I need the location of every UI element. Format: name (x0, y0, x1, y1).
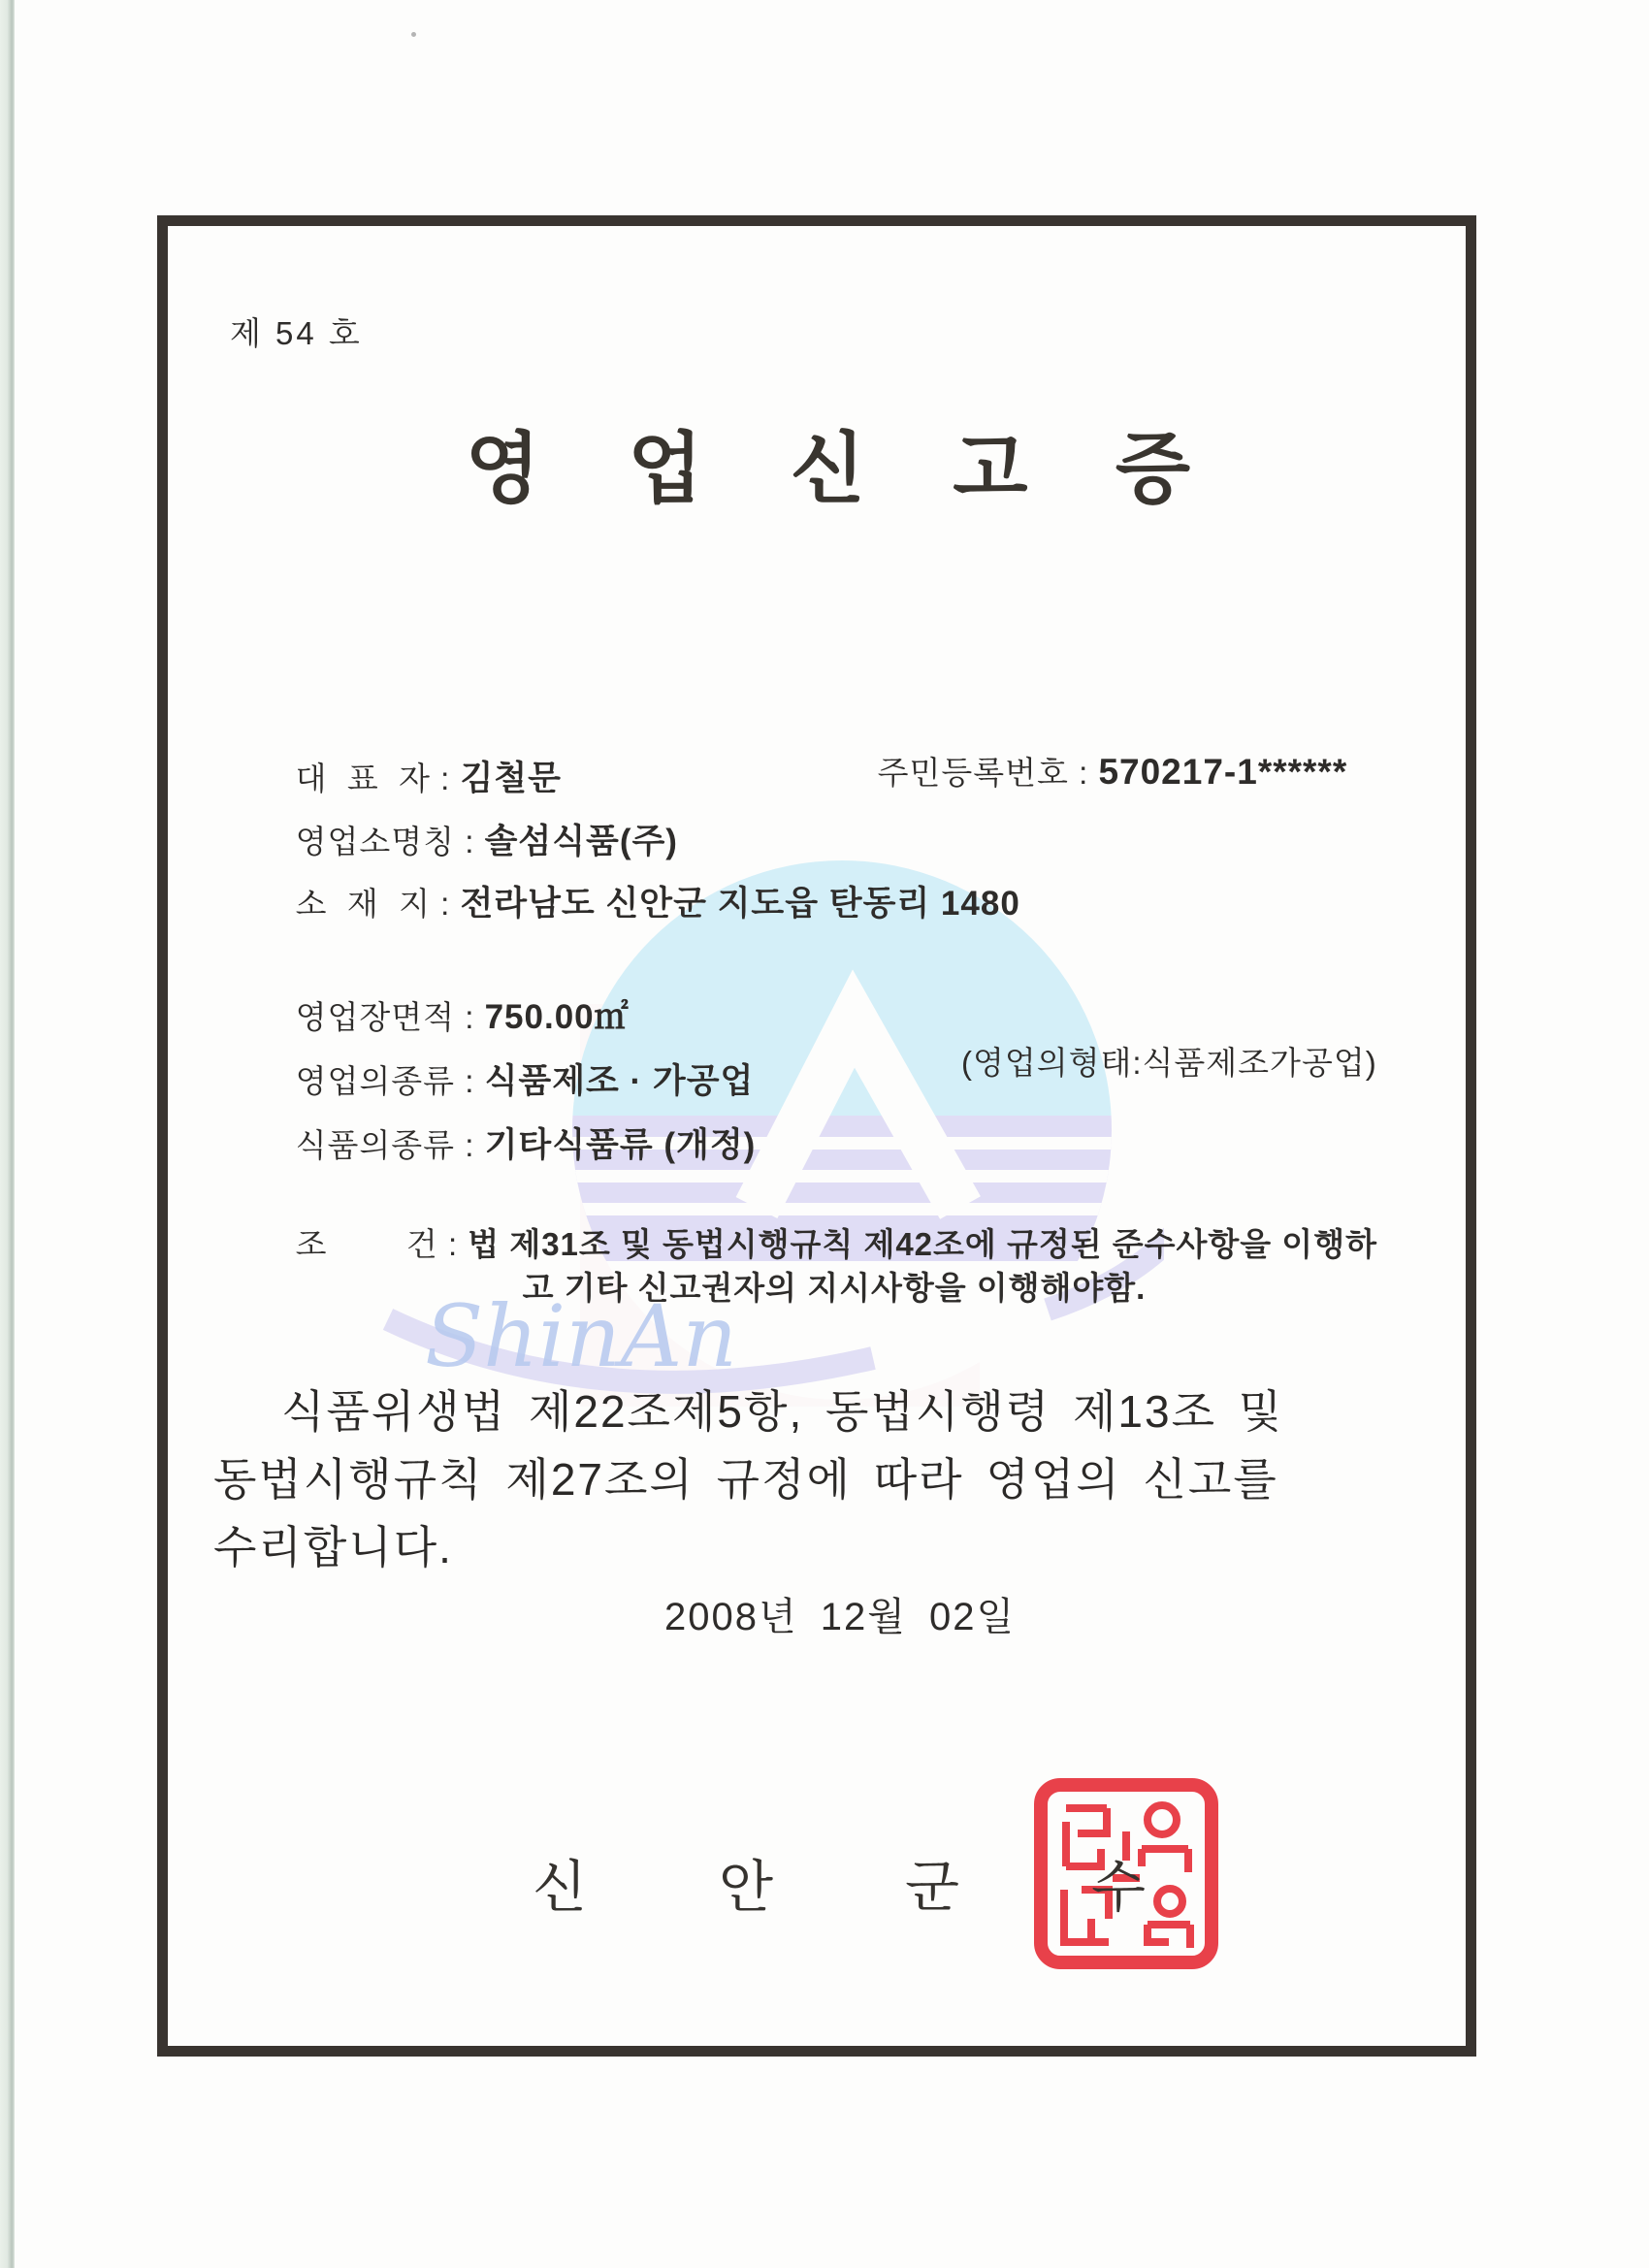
business-category-label: 영업의종류 : (295, 1063, 485, 1099)
business-category-note: (영업의형태:식품제조가공업) (961, 1045, 1377, 1081)
body-line3: 수리합니다. (213, 1522, 453, 1572)
resident-number-label: 주민등록번호 : (877, 755, 1099, 791)
address-value: 전라남도 신안군 지도읍 탄동리 1480 (460, 885, 1020, 923)
field-food-category (270, 1101, 757, 1164)
issuer-char-an: 안 (719, 1856, 774, 1919)
field-floor-area (270, 973, 630, 1036)
issuer-char-su: 수 (1091, 1856, 1147, 1919)
title-row (168, 389, 1466, 535)
field-representative (270, 734, 562, 797)
scan-artifact-dot (411, 32, 416, 37)
condition-line2: 고 기타 신고권자의 지시사항을 이행해야함. (522, 1270, 1147, 1306)
body-line1: 식품위생법 제22조제5항, 동법시행령 제13조 및 (281, 1386, 1284, 1437)
paper-scan-edge (0, 0, 15, 2268)
business-name-value: 솔섬식품(주) (484, 823, 678, 860)
body-line2: 동법시행규칙 제27조의 규정에 따라 영업의 신고를 (213, 1454, 1278, 1505)
food-category-label: 식품의종류 : (295, 1127, 485, 1163)
food-category-value: 기타식품류 (개정) (484, 1126, 757, 1164)
field-condition-line2 (497, 1246, 1146, 1326)
floor-area-label: 영업장면적 : (295, 999, 485, 1035)
doc-number: 제 54 호 (230, 315, 363, 351)
resident-number-value: 570217-1****** (1098, 752, 1348, 792)
address-label: 소 재 지 : (295, 886, 461, 922)
business-category-value: 식품제조 · 가공업 (484, 1062, 755, 1100)
field-business-category (270, 1037, 1482, 1100)
issue-date: 2008년 12월 02일 (664, 1596, 1017, 1638)
field-business-name (270, 797, 678, 860)
representative-label: 대 표 자 : (295, 761, 461, 796)
issuer-char-sin: 신 (533, 1856, 588, 1919)
certificate-border-frame (157, 215, 1476, 2057)
condition-label: 조 건 : (295, 1226, 469, 1262)
certificate-title: 영 업 신 고 증 (465, 426, 1223, 512)
representative-value: 김철문 (460, 760, 562, 797)
issuer-char-gun: 군 (905, 1856, 960, 1919)
watermark-shinan-text: ShinAn (425, 1286, 738, 1386)
condition-line1: 법 제31조 및 동법시행규칙 제42조에 규정된 준수사항을 이행하 (468, 1226, 1377, 1262)
field-address (270, 859, 1020, 923)
business-name-label: 영업소명칭 : (295, 824, 485, 859)
floor-area-value: 750.00㎡ (484, 998, 630, 1036)
field-resident-number (852, 730, 1348, 792)
